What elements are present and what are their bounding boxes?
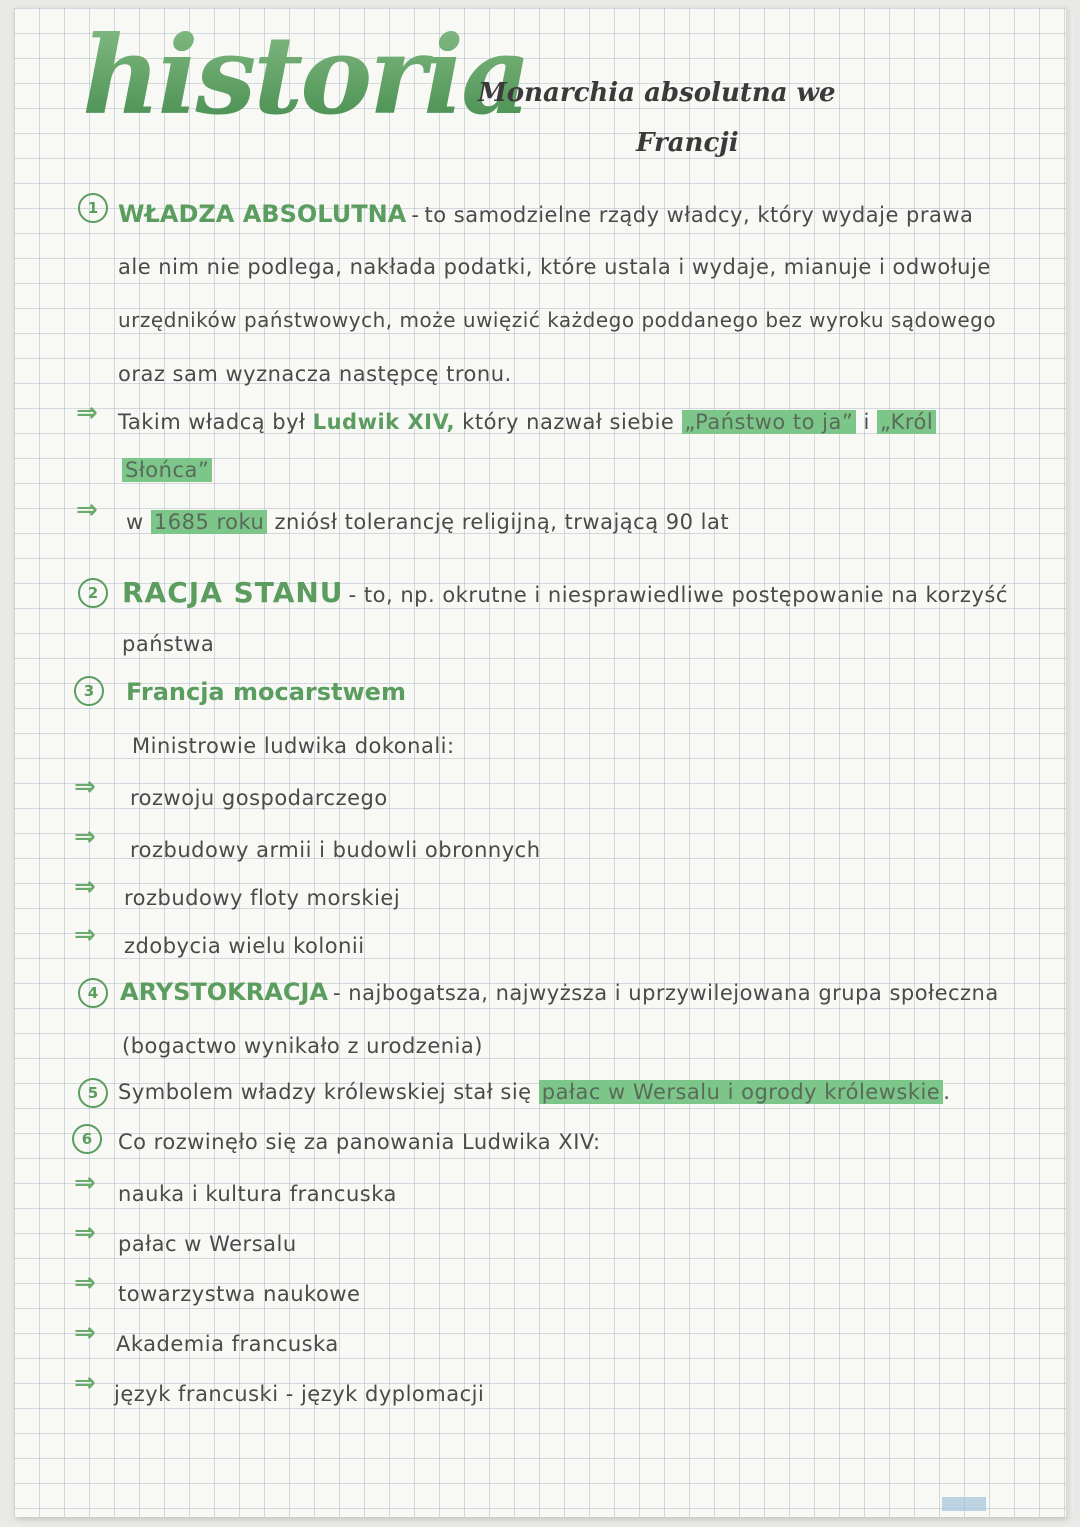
- quote-slonca: Słońca”: [122, 458, 212, 482]
- section-4-definition: - najbogatsza, najwyższa i uprzywilejowana grupa społeczna: [333, 981, 999, 1005]
- list-item: rozbudowy floty morskiej: [124, 886, 401, 910]
- ludwik-mid: który nazwał siebie: [462, 410, 675, 434]
- section-number-3: 3: [74, 676, 104, 706]
- arrow-icon: ⇒: [74, 822, 96, 852]
- section-3-intro: Ministrowie ludwika dokonali:: [132, 734, 455, 758]
- ludwik-name: Ludwik XIV,: [312, 410, 455, 434]
- section-number-5: 5: [78, 1078, 108, 1108]
- arrow-icon: ⇒: [74, 772, 96, 802]
- section-2-line-1: [122, 576, 1008, 609]
- section-number-2: 2: [78, 578, 108, 608]
- section-5-pre: Symbolem władzy królewskiej stał się: [118, 1080, 532, 1104]
- quote-and: i: [863, 410, 870, 434]
- section-4-line-1: [120, 978, 999, 1006]
- section-1-line-2: ale nim nie podlega, nakłada podatki, które ustala i wydaje, mianuje i odwołuje: [118, 255, 991, 279]
- list-item: Akademia francuska: [116, 1332, 339, 1356]
- arrow-icon: ⇒: [76, 495, 98, 525]
- quote-panstwo: „Państwo to ja”: [682, 410, 857, 434]
- quote-slonca-line: [122, 458, 212, 482]
- ludwik-line: [118, 410, 936, 434]
- arrow-icon: ⇒: [74, 1268, 96, 1298]
- arrow-icon: ⇒: [74, 872, 96, 902]
- arrow-icon: ⇒: [74, 1218, 96, 1248]
- section-1-heading: WŁADZA ABSOLUTNA: [118, 200, 407, 228]
- page-edge: [1066, 12, 1074, 1517]
- list-item: rozbudowy armii i budowli obronnych: [130, 838, 541, 862]
- section-1-line-1: [118, 200, 973, 228]
- tolerance-post: zniósł tolerancję religijną, trwającą 90 lat: [274, 510, 730, 534]
- subtitle-line-2: Francji: [636, 128, 739, 158]
- arrow-icon: ⇒: [74, 920, 96, 950]
- arrow-icon: ⇒: [74, 1168, 96, 1198]
- tolerance-pre: w: [126, 510, 144, 534]
- list-item: nauka i kultura francuska: [118, 1182, 397, 1206]
- tab-marker: [942, 1497, 986, 1511]
- quote-krol: „Król: [877, 410, 936, 434]
- section-3-heading: Francja mocarstwem: [126, 678, 406, 706]
- list-item: zdobycia wielu kolonii: [124, 934, 365, 958]
- section-1-line-4: oraz sam wyznacza następcę tronu.: [118, 362, 512, 386]
- section-1-dash: -: [411, 203, 420, 227]
- section-2-heading: RACJA STANU: [122, 576, 344, 609]
- section-5-post: .: [943, 1080, 951, 1104]
- section-5-highlight: pałac w Wersalu i ogrody królewskie: [539, 1080, 943, 1104]
- section-2-definition: - to, np. okrutne i niesprawiedliwe postępowanie na korzyść: [348, 583, 1008, 607]
- list-item: towarzystwa naukowe: [118, 1282, 361, 1306]
- section-4-line-2: (bogactwo wynikało z urodzenia): [122, 1034, 483, 1058]
- tolerance-line: [126, 510, 729, 534]
- section-2-line-2: państwa: [122, 632, 215, 656]
- arrow-icon: ⇒: [76, 398, 98, 428]
- section-number-6: 6: [72, 1124, 102, 1154]
- arrow-icon: ⇒: [74, 1368, 96, 1398]
- list-item: pałac w Wersalu: [118, 1232, 297, 1256]
- list-item: język francuski - język dyplomacji: [114, 1382, 485, 1406]
- section-5-line: [118, 1080, 950, 1104]
- list-item: rozwoju gospodarczego: [130, 786, 388, 810]
- page-title: historia: [82, 6, 528, 146]
- arrow-icon: ⇒: [74, 1318, 96, 1348]
- ludwik-pre: Takim władcą był: [118, 410, 306, 434]
- year-highlight: 1685 roku: [151, 510, 267, 534]
- section-number-4: 4: [78, 978, 108, 1008]
- section-number-1: 1: [78, 193, 108, 223]
- section-1-definition: to samodzielne rządy władcy, który wydaje prawa: [424, 203, 974, 227]
- subtitle-line-1: Monarchia absolutna we: [478, 78, 836, 108]
- section-4-heading: ARYSTOKRACJA: [120, 978, 328, 1006]
- section-1-line-3: urzędników państwowych, może uwięzić każdego poddanego bez wyroku sądowego: [118, 308, 997, 332]
- section-6-intro: Co rozwinęło się za panowania Ludwika XIV:: [118, 1130, 601, 1154]
